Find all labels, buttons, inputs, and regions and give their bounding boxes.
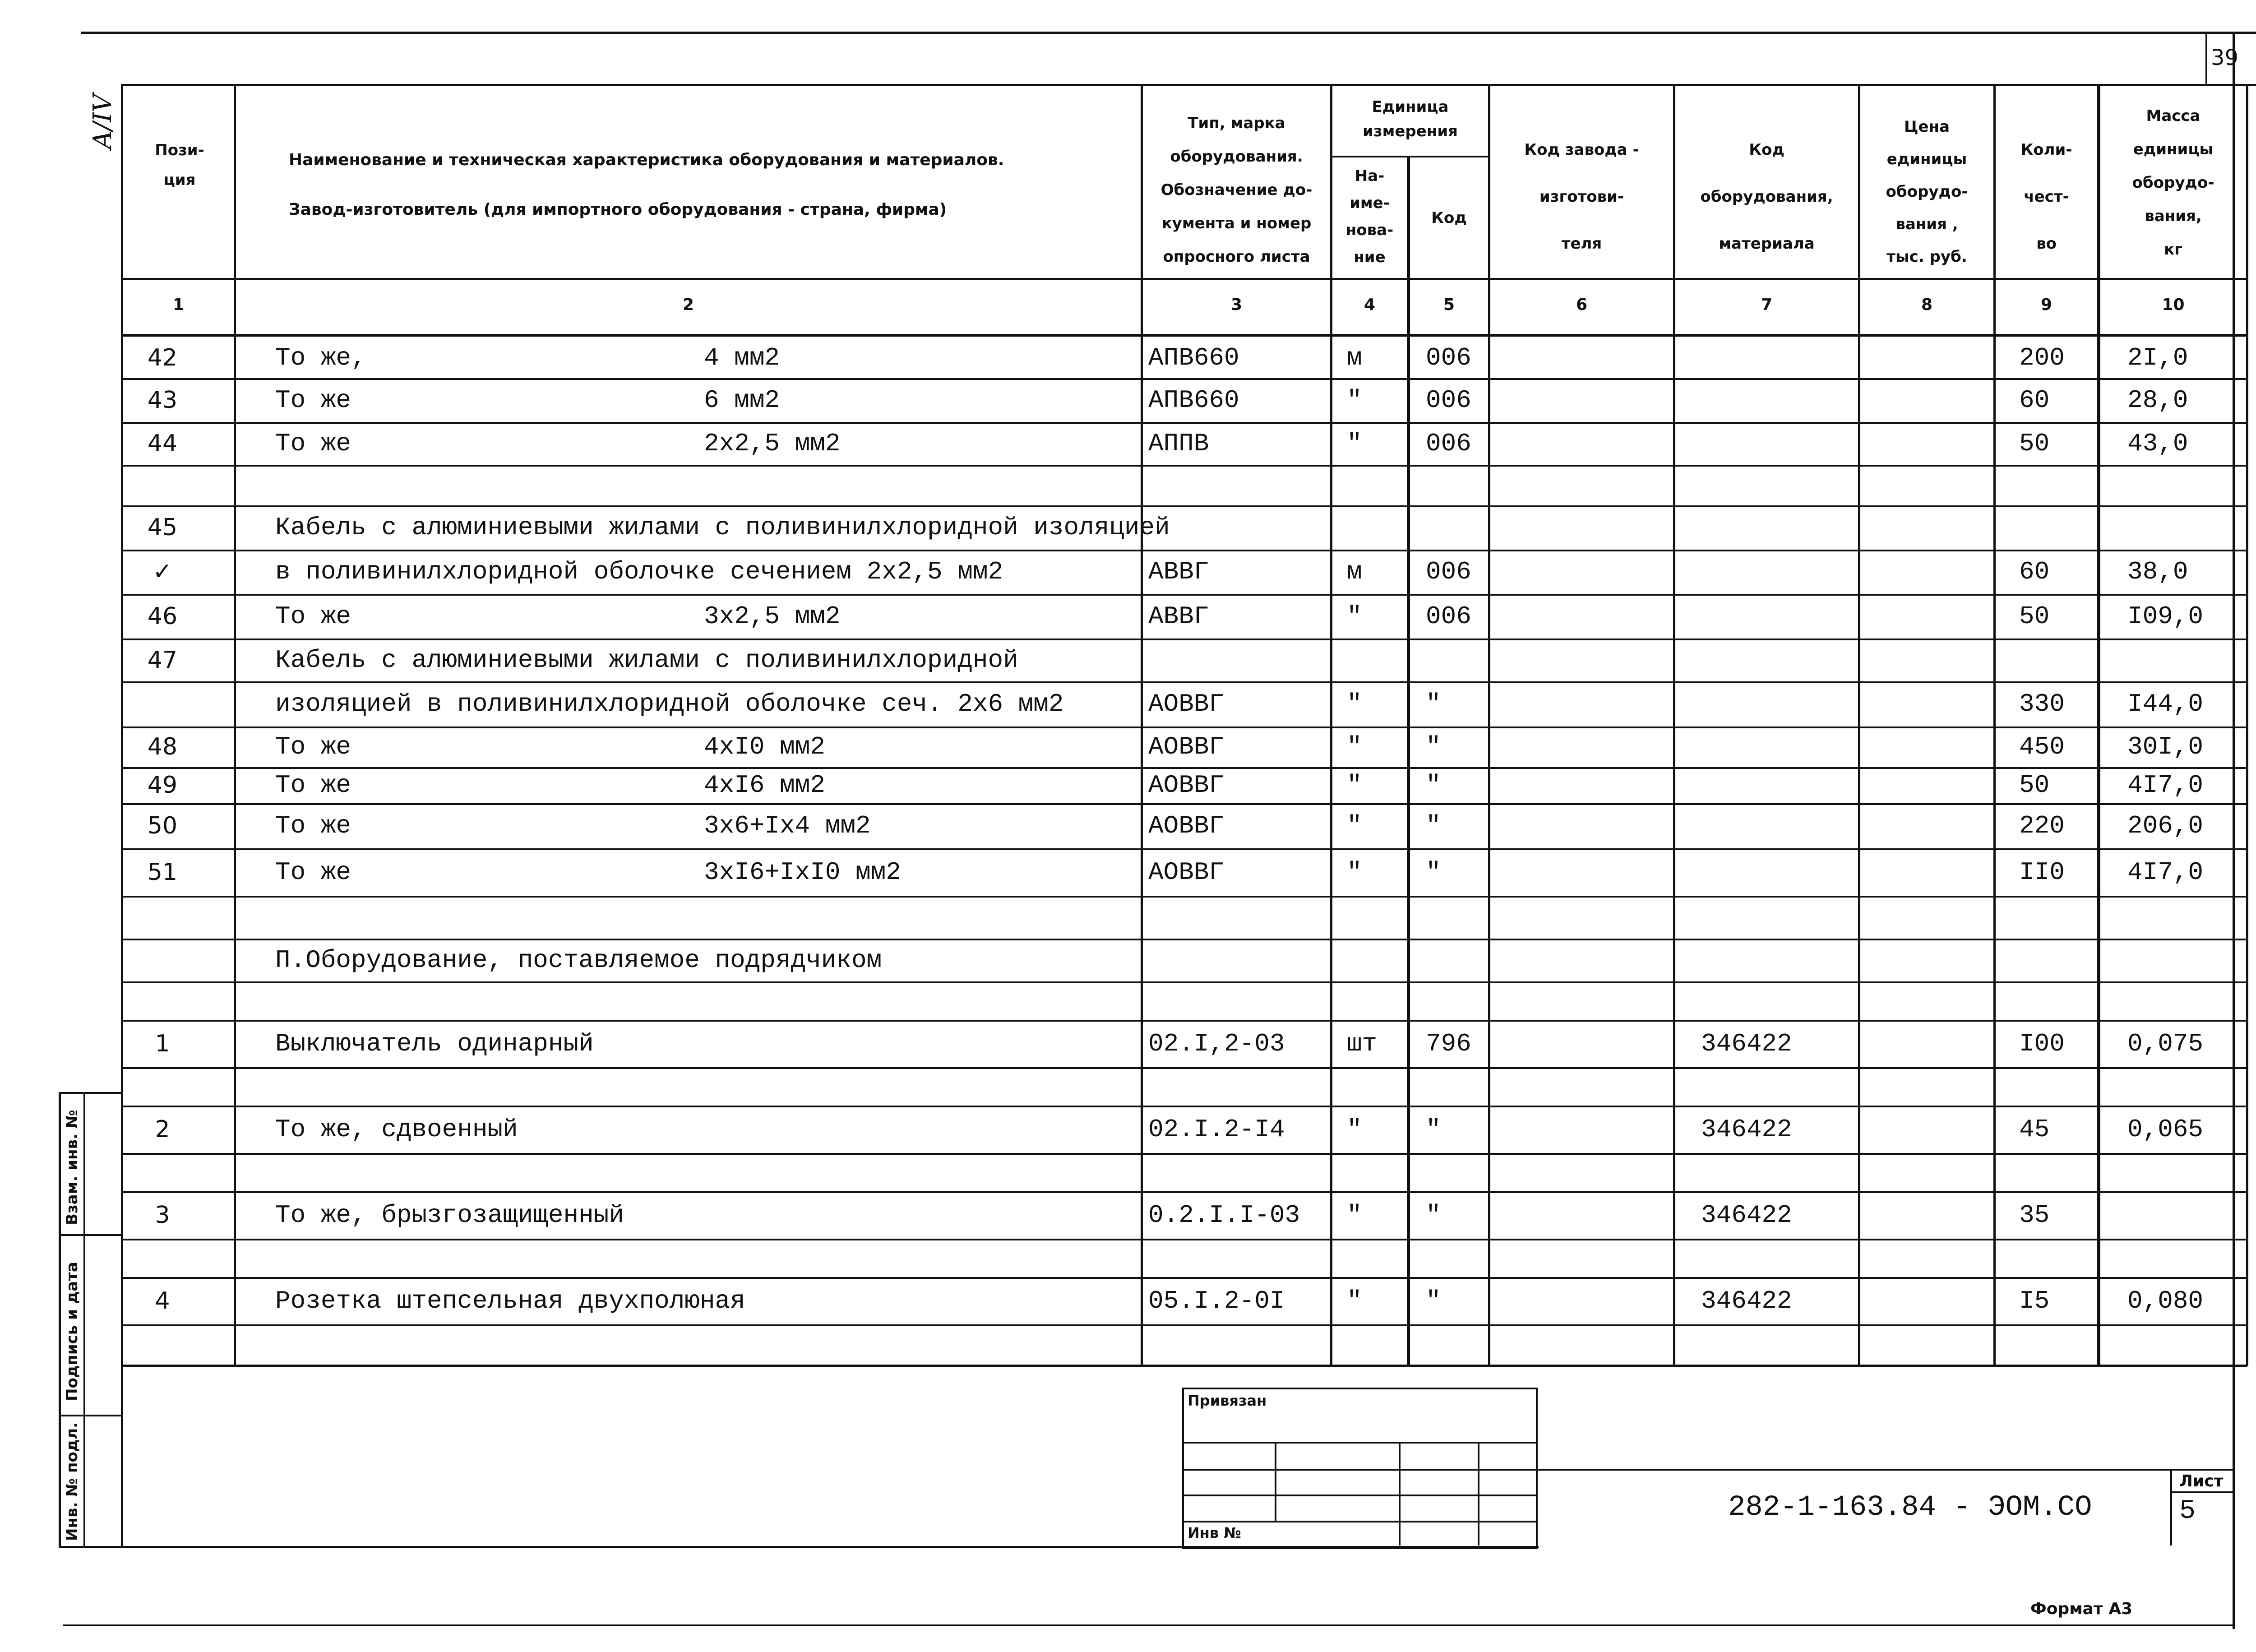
row-unit: " [1347,857,1362,887]
row-name: То же [275,385,351,415]
row-separator [122,550,2247,551]
side-strip-div2 [59,1415,122,1416]
header-sep-line [122,278,2247,280]
row-name: Розетка штепсельная двухполюная [275,1286,745,1315]
row-separator [122,1324,2247,1326]
row-name: в поливинилхлоридной оболочке сечением 2х2,5 мм2 [275,557,1003,586]
frame-top-line [81,32,2256,34]
row-type: 02.I.2-I4 [1148,1115,1285,1144]
col-number-8: 8 [1921,296,1933,314]
row-unit: " [1347,689,1362,718]
row-separator [122,1067,2247,1069]
list-label: Лист [2179,1472,2224,1490]
row-qty: 60 [2019,385,2050,415]
row-code: " [1426,689,1441,718]
row-name: То же [275,429,351,458]
row-qty: 450 [2019,732,2065,761]
row-pos: 2 [155,1115,170,1143]
row-type: 0.2.I.I-03 [1148,1200,1300,1230]
row-pos: ✓ [153,558,172,585]
row-separator [122,896,2247,898]
row-name: То же [275,811,351,840]
col-line-10 [2246,84,2248,1366]
row-type: АОВВГ [1148,857,1225,887]
row-pos: 1 [155,1030,170,1057]
side-label-podpis: Подпись и дата [63,1262,81,1401]
row-spec: 3х2,5 мм2 [704,602,841,631]
row-name: изоляцией в поливинилхлоридной оболочке сеч. 2х6 мм2 [275,689,1064,718]
row-mass: 28,0 [2127,385,2188,415]
row-spec: 2х2,5 мм2 [704,429,841,458]
row-separator [122,1153,2247,1155]
list-box-div [2170,1491,2233,1493]
row-separator [122,594,2247,596]
row-mass: 43,0 [2127,429,2188,458]
stamp-row3 [1182,1495,1536,1496]
row-unit: " [1347,811,1362,840]
row-pos: 49 [147,772,178,799]
col-line-8 [1993,84,1996,1366]
row-type: АПВ660 [1148,385,1239,415]
row-mat: 346422 [1701,1029,1792,1058]
header-col6: Код завода - изготови- теля [1524,141,1639,253]
corner-box-left [2205,32,2207,86]
doc-code: 282-1-163.84 - ЭОМ.СО [1728,1491,2092,1524]
table-bottom-line [122,1365,2247,1367]
row-separator [122,1106,2247,1107]
format-label: Формат А3 [2030,1600,2133,1618]
row-type: АОВВГ [1148,811,1225,840]
row-unit: " [1347,1286,1362,1315]
row-unit: " [1347,732,1362,761]
row-type: АППВ [1148,429,1209,458]
row-qty: I00 [2019,1029,2065,1058]
frame-bottom-line [63,1624,2233,1626]
stamp-row2 [1182,1469,1536,1471]
col-number-6: 6 [1576,296,1588,314]
row-pos: 45 [147,514,178,541]
header-col4: На- име- нова- ние [1345,167,1394,266]
row-pos: 42 [147,344,178,371]
row-pos: 50 [147,812,178,839]
row-unit: " [1347,1200,1362,1230]
row-name: Кабель с алюминиевыми жилами с поливинилхлоридной изоляцией [275,513,1170,542]
row-mat: 346422 [1701,1286,1792,1315]
col-number-4: 4 [1364,296,1376,314]
row-code: " [1426,857,1441,887]
row-mat: 346422 [1701,1200,1792,1230]
row-code: 006 [1426,557,1471,586]
col-line-7 [1858,84,1860,1366]
row-pos: 51 [147,858,178,886]
stamp-col2 [1399,1442,1401,1546]
col-number-10: 10 [2162,296,2185,314]
stamp-col3 [1478,1442,1479,1546]
row-mass: 38,0 [2127,557,2188,586]
row-code: 796 [1426,1029,1471,1058]
row-qty: 220 [2019,811,2065,840]
row-spec: 3хI6+IхI0 мм2 [704,857,901,887]
row-qty: 50 [2019,771,2050,800]
col-line-5 [1488,84,1490,1366]
row-name: Выключатель одинарный [275,1029,594,1058]
side-strip-left [59,1092,61,1548]
header-unit-group: Единица измерения [1363,98,1458,140]
header-num-line [122,334,2247,337]
row-mass: 0,065 [2127,1115,2204,1144]
list-number: 5 [2179,1496,2196,1527]
row-code: " [1426,1286,1441,1315]
row-pos: 48 [147,733,178,760]
row-separator [122,1020,2247,1022]
row-mass: I44,0 [2127,689,2204,718]
row-code: " [1426,1200,1441,1230]
header-col9: Коли- чест- во [2020,141,2072,253]
side-strip-mid [83,1092,85,1548]
col-number-5: 5 [1443,296,1455,314]
col-number-7: 7 [1761,296,1773,314]
row-unit: м [1347,557,1362,586]
row-code: 006 [1426,429,1471,458]
row-unit: " [1347,385,1362,415]
row-name: То же, [275,343,366,372]
col-line-9 [2097,84,2100,1366]
row-pos: 46 [147,602,178,630]
row-type: 02.I,2-03 [1148,1029,1285,1058]
row-separator [122,681,2247,683]
row-spec: 4хI6 мм2 [704,771,825,800]
row-code: " [1426,771,1441,800]
row-type: АОВВГ [1148,689,1225,718]
side-label-vzam: Взам. инв. № [63,1110,81,1225]
row-pos: 47 [147,646,178,674]
row-name: Кабель с алюминиевыми жилами с поливинилхлоридной [275,645,1018,675]
row-spec: 4хI0 мм2 [704,732,825,761]
header-col10: Масса единицы оборудо- вания, кг [2132,107,2214,259]
row-name: То же [275,771,351,800]
row-code: " [1426,1115,1441,1144]
row-separator [122,1239,2247,1240]
row-separator [122,981,2247,983]
row-name: То же, брызгозащищенный [275,1200,624,1230]
corner-mark: A/IV [88,94,117,149]
header-col7: Код оборудования, материала [1700,141,1833,253]
row-mass: 4I7,0 [2127,771,2204,800]
row-unit: " [1347,602,1362,631]
side-strip-top [59,1092,122,1094]
row-name: То же [275,857,351,887]
row-spec: 4 мм2 [704,343,780,372]
row-unit: " [1347,1115,1362,1144]
row-separator [122,1277,2247,1279]
header-col8: Цена единицы оборудо- вания , тыс. руб. [1886,118,1968,266]
row-type: АОВВГ [1148,771,1225,800]
col-line-6 [1673,84,1675,1366]
row-unit: " [1347,429,1362,458]
row-separator [122,378,2247,380]
row-type: АВВГ [1148,602,1209,631]
col-number-9: 9 [2040,296,2053,314]
row-mat: 346422 [1701,1115,1792,1144]
header-col3: Тип, марка оборудования. Обозначение до- кумента и номер опросного листа [1160,114,1313,266]
row-qty: 330 [2019,689,2065,718]
row-name: П.Оборудование, поставляемое подрядчиком [275,945,882,975]
row-qty: 200 [2019,343,2065,372]
row-code: 006 [1426,602,1471,631]
row-type: АОВВГ [1148,732,1225,761]
row-separator [122,465,2247,467]
row-qty: 50 [2019,602,2050,631]
row-code: 006 [1426,385,1471,415]
row-unit: м [1347,343,1362,372]
row-qty: II0 [2019,857,2065,887]
row-mass: 4I7,0 [2127,857,2204,887]
row-type: АВВГ [1148,557,1209,586]
row-name: То же [275,602,351,631]
row-pos: 44 [147,430,178,457]
stamp-row4 [1182,1521,1536,1522]
row-pos: 4 [155,1287,170,1314]
row-separator [122,939,2247,940]
row-name: То же, сдвоенный [275,1115,518,1144]
row-code: " [1426,732,1441,761]
stamp-privyazan: Привязан [1188,1392,1267,1409]
row-qty: 35 [2019,1200,2050,1230]
frame-top-inner-line [122,84,2256,86]
row-qty: I5 [2019,1286,2050,1315]
row-mass: I09,0 [2127,602,2204,631]
row-qty: 45 [2019,1115,2050,1144]
row-code: " [1426,811,1441,840]
row-spec: 3х6+Iх4 мм2 [704,811,871,840]
row-separator [122,727,2247,728]
row-unit: " [1347,771,1362,800]
col-number-1: 1 [172,296,185,314]
row-mass: 30I,0 [2127,732,2204,761]
row-qty: 50 [2019,429,2050,458]
row-separator [122,848,2247,850]
sheet-corner-number: 39 [2211,45,2239,70]
col-line-4 [1407,156,1410,1366]
row-type: АПВ660 [1148,343,1239,372]
col-line-2 [1141,84,1143,1366]
row-code: 006 [1426,343,1471,372]
row-name: То же [275,732,351,761]
stamp-row1 [1182,1442,1536,1444]
row-qty: 60 [2019,557,2050,586]
col-line-3 [1330,84,1332,1366]
row-separator [122,422,2247,424]
row-pos: 3 [155,1201,170,1229]
row-mass: 2I,0 [2127,343,2188,372]
header-col5: Код [1431,209,1467,227]
title-block-top [1536,1469,2233,1471]
stamp-col1 [1275,1442,1276,1521]
row-separator [122,803,2247,805]
row-type: 05.I.2-0I [1148,1286,1285,1315]
header-col1: Пози- ция [155,141,204,189]
row-mass: 0,075 [2127,1029,2204,1058]
row-separator [122,505,2247,507]
col-line-1 [234,84,236,1366]
row-unit: шт [1347,1029,1378,1058]
side-strip-div1 [59,1234,122,1236]
row-spec: 6 мм2 [704,385,780,415]
row-separator [122,767,2247,769]
header-col2: Наименование и техническая характеристика оборудования и материалов. Завод-изготовитель (для импортного оборудования - страна, фирма) [289,151,1004,219]
frame-right-line [2233,32,2235,1629]
side-label-inv: Инв. № подл. [63,1422,81,1541]
col-number-2: 2 [682,296,694,314]
row-separator [122,1191,2247,1193]
row-mass: 206,0 [2127,811,2204,840]
col-number-3: 3 [1230,296,1243,314]
row-mass: 0,080 [2127,1286,2204,1315]
stamp-inv-no: Инв № [1188,1524,1241,1541]
row-pos: 43 [147,386,178,414]
row-separator [122,639,2247,640]
